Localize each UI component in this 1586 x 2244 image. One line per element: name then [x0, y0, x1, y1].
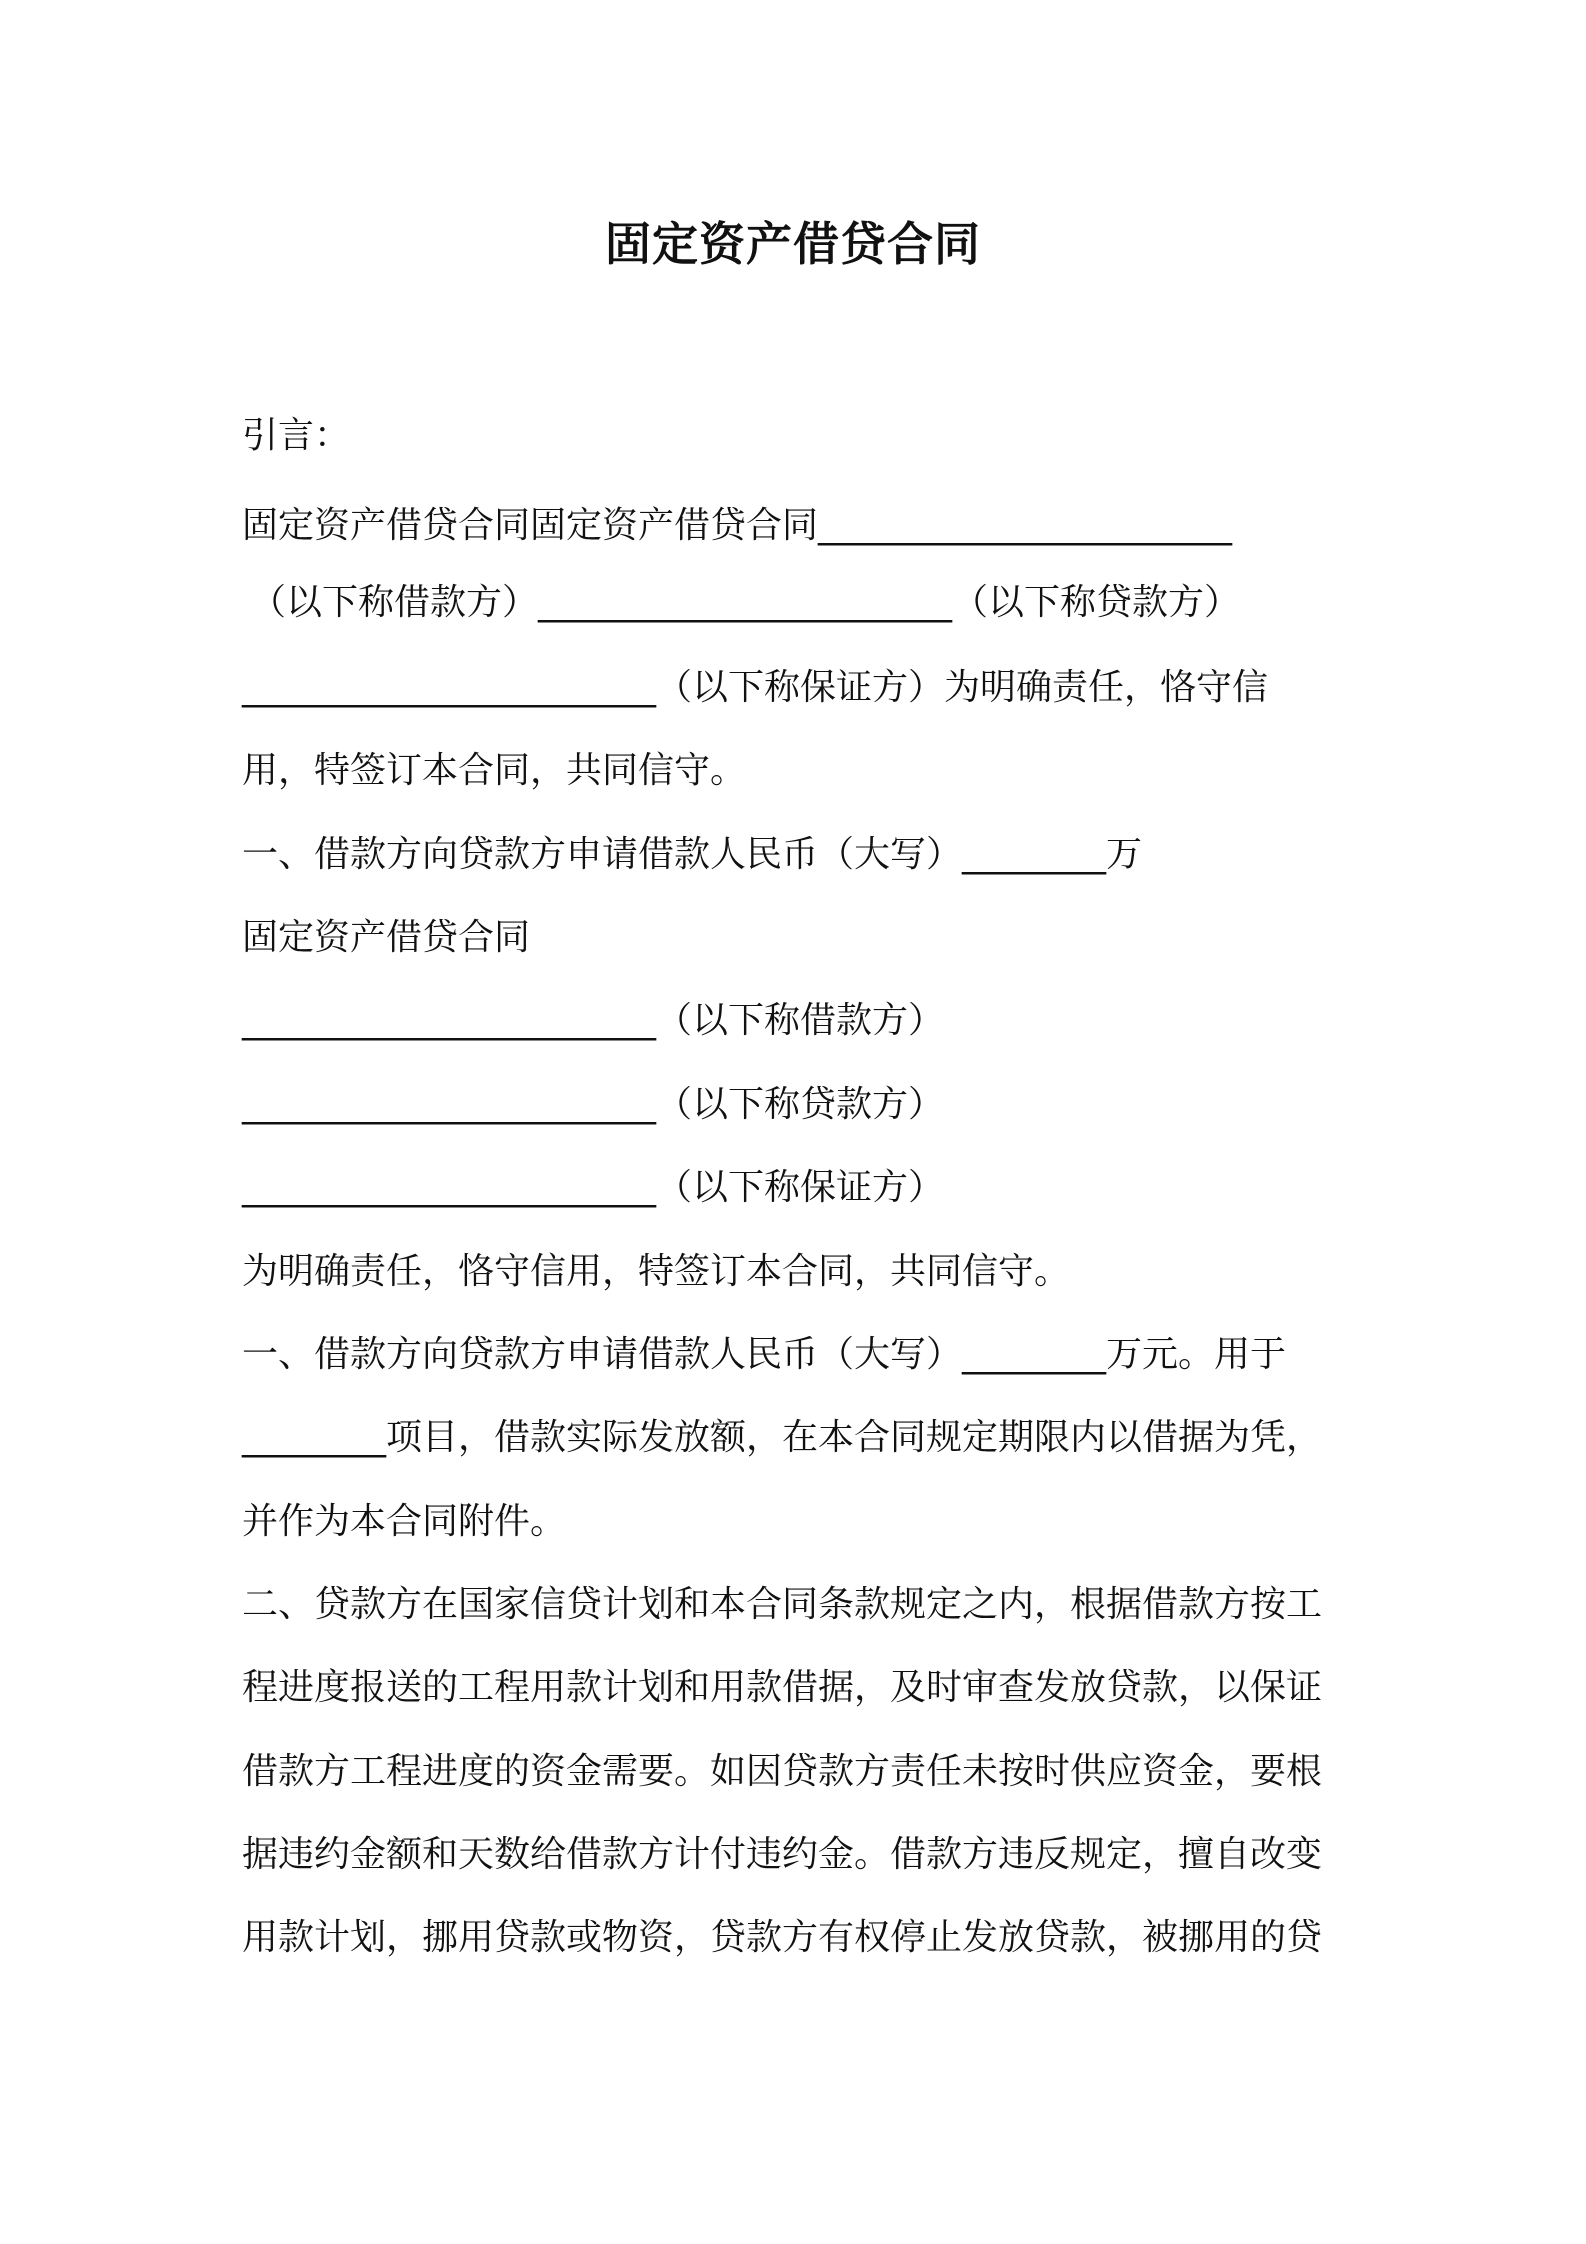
clause-2-line: 用款计划，挪用贷款或物资，贷款方有权停止发放贷款，被挪用的贷: [242, 1917, 1323, 1958]
paragraph-line: 固定资产借贷合同: [242, 917, 531, 958]
paragraph-line: 为明确责任，恪守信用，特签订本合同，共同信守。: [242, 1251, 1071, 1292]
party-line-guarantor: _______________________（以下称保证方）: [242, 1167, 945, 1208]
clause-1-line: ________项目，借款实际发放额，在本合同规定期限内以借据为凭，: [242, 1417, 1323, 1458]
paragraph-line: 用，特签订本合同，共同信守。: [242, 750, 747, 791]
document-title: 固定资产借贷合同: [605, 217, 981, 271]
paragraph-line: 一、借款方向贷款方申请借款人民币（大写）________万: [242, 834, 1143, 875]
party-line-borrower: _______________________（以下称借款方）: [242, 1000, 945, 1041]
party-line-lender: _______________________（以下称贷款方）: [242, 1084, 945, 1125]
clause-1-line: 并作为本合同附件。: [242, 1501, 567, 1542]
clause-2-line: 二、贷款方在国家信贷计划和本合同条款规定之内，根据借款方按工: [242, 1584, 1323, 1625]
clause-2-line: 借款方工程进度的资金需要。如因贷款方责任未按时供应资金，要根: [242, 1751, 1323, 1792]
clause-2-line: 程进度报送的工程用款计划和用款借据，及时审查发放贷款，以保证: [242, 1667, 1323, 1708]
clause-2-line: 据违约金额和天数给借款方计付违约金。借款方违反规定，擅自改变: [242, 1834, 1323, 1875]
clause-1-line: 一、借款方向贷款方申请借款人民币（大写）________万元。用于: [242, 1334, 1287, 1375]
paragraph-line: 固定资产借贷合同固定资产借贷合同_______________________: [242, 505, 1233, 546]
paragraph-line: _______________________（以下称保证方）为明确责任，恪守信: [242, 667, 1269, 708]
preface-label: 引言：: [242, 415, 351, 456]
paragraph-line: （以下称借款方）_______________________（以下称贷款方）: [250, 582, 1241, 623]
